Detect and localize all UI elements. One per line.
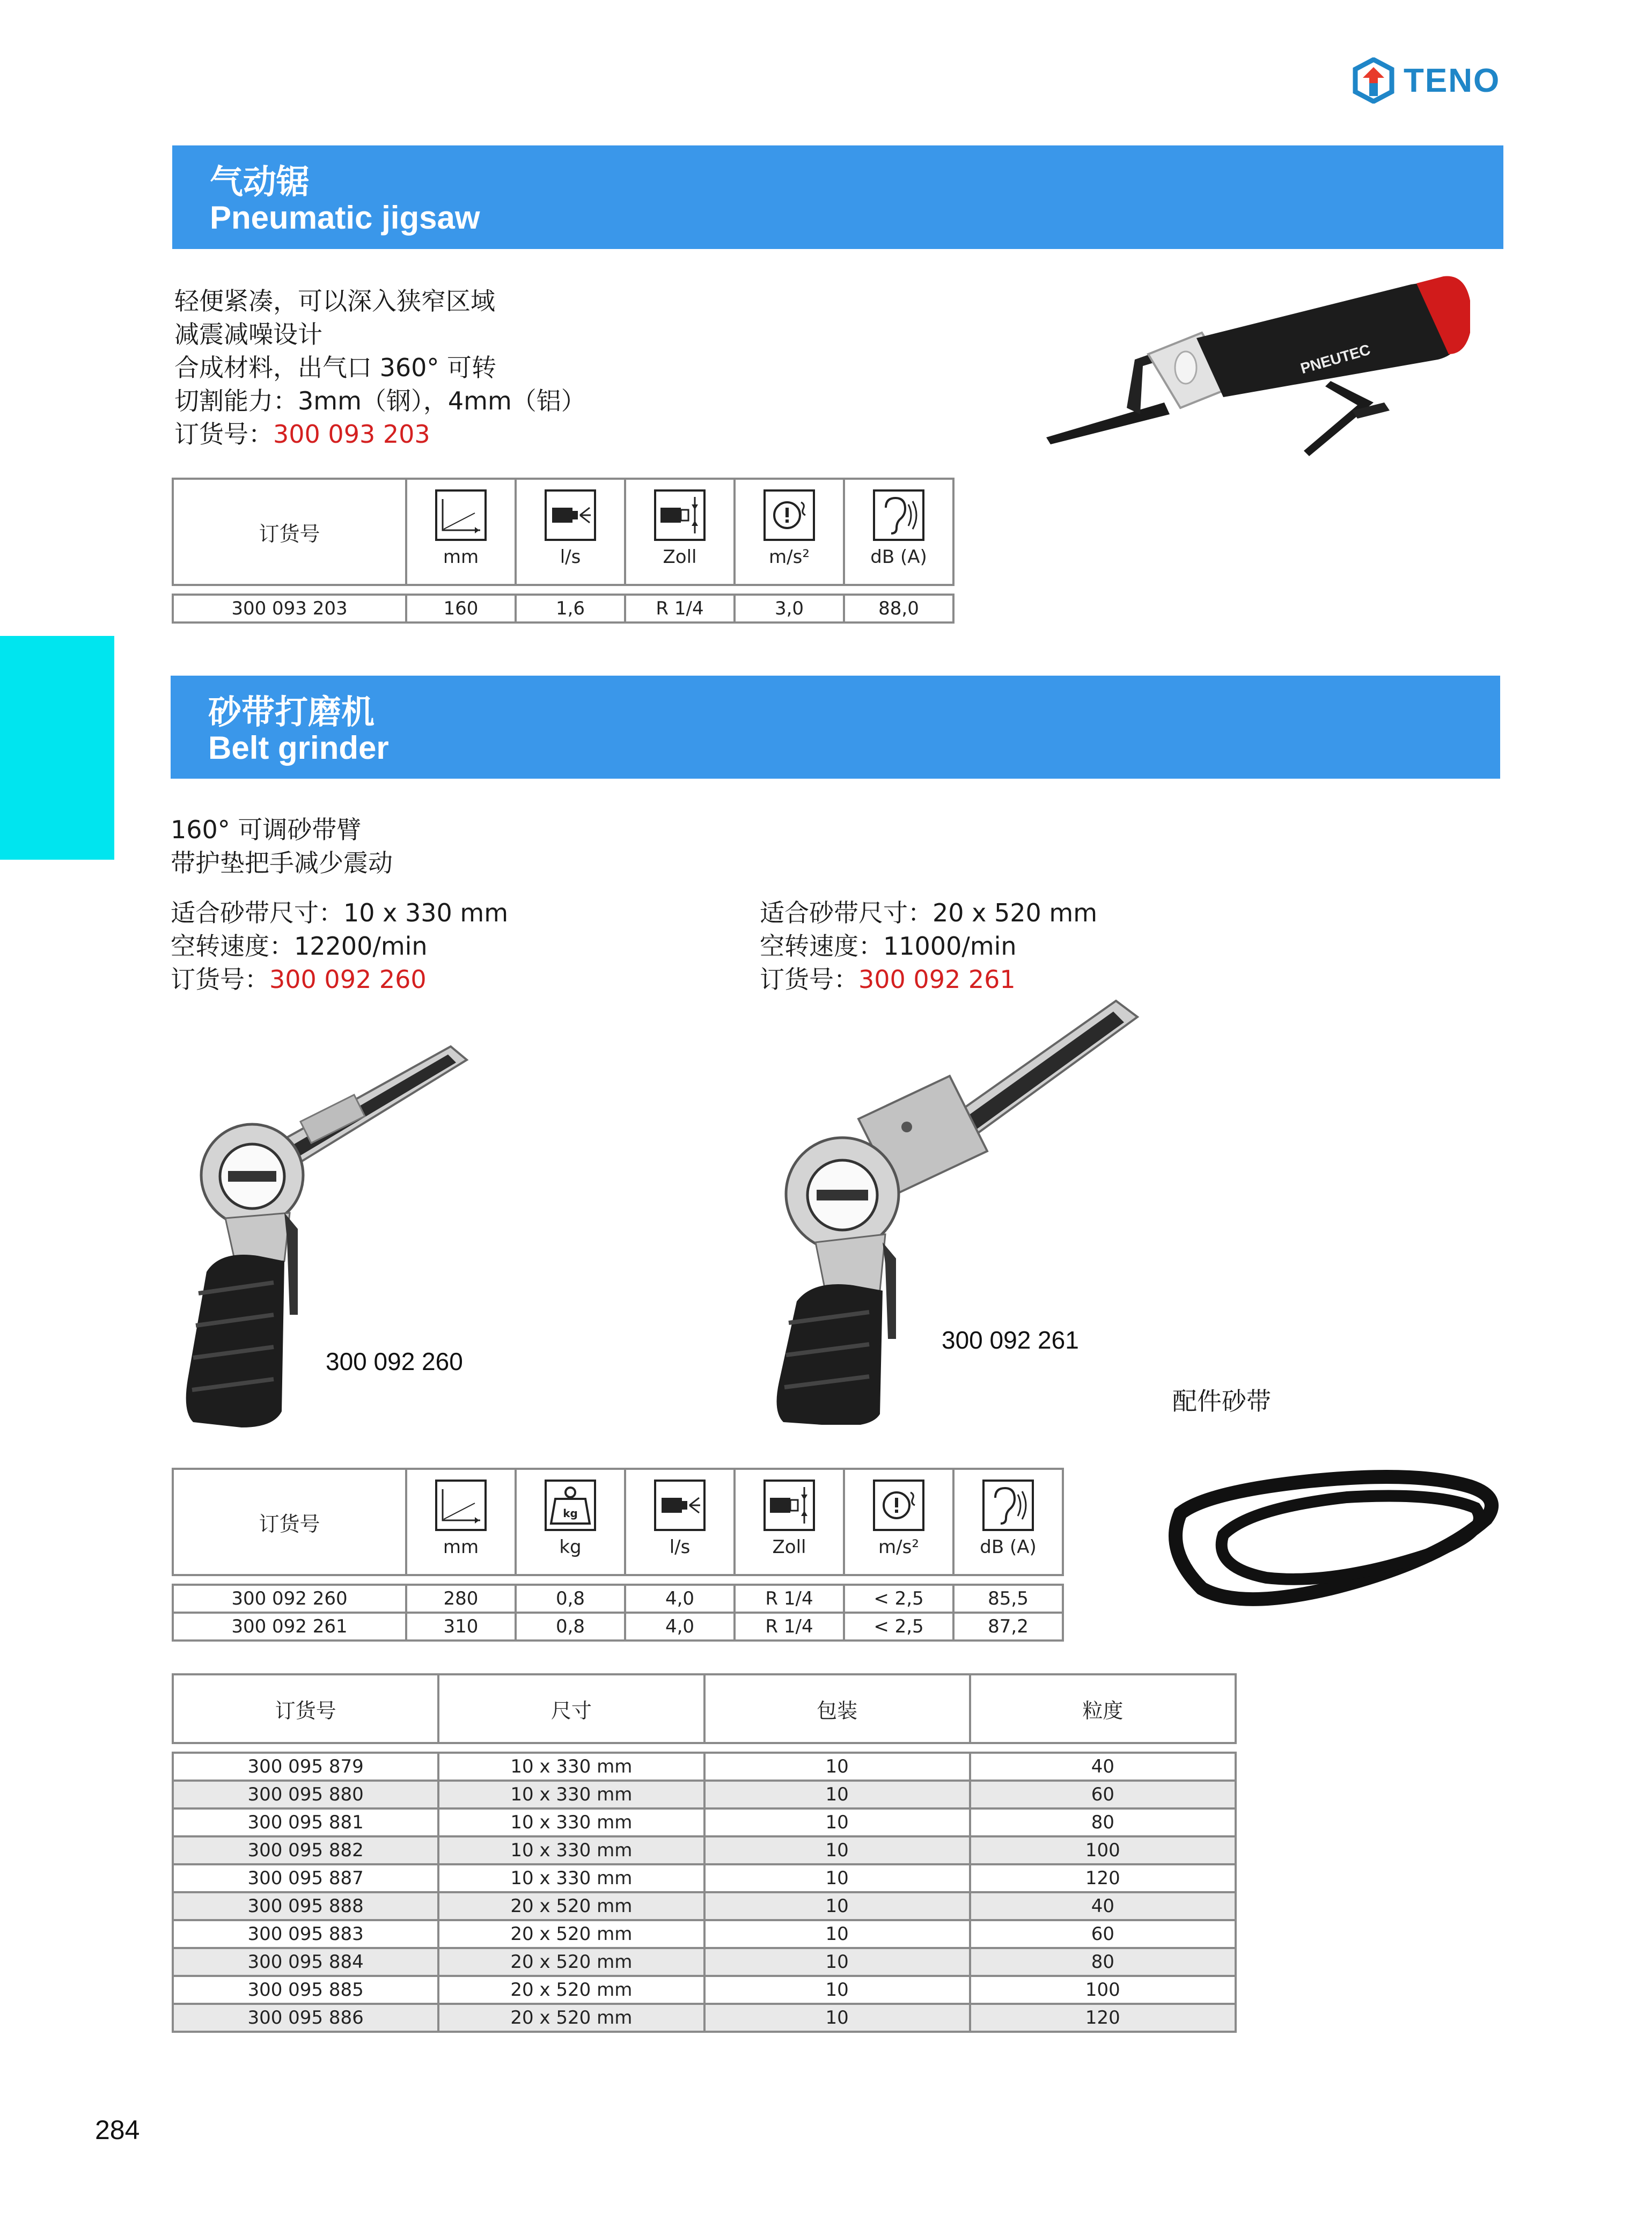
vibration-icon xyxy=(873,1480,924,1531)
value-cell: R 1/4 xyxy=(735,1613,844,1641)
column-header xyxy=(735,1469,844,1575)
speed-label: 空转速度： xyxy=(171,932,294,961)
grit-cell: 40 xyxy=(970,1753,1236,1781)
belt-feature-2: 带护垫把手减少震动 xyxy=(171,848,393,877)
jigsaw-order-line xyxy=(174,418,586,451)
belt-feature-1: 160° 可调砂带臂 xyxy=(171,815,362,844)
sanding-belts-table xyxy=(172,1673,1237,2033)
brand-logo xyxy=(1352,56,1513,105)
table-row xyxy=(173,1976,1236,2004)
belt-title-zh: 砂带打磨机 xyxy=(208,692,375,731)
grit-cell: 40 xyxy=(970,1892,1236,1920)
speed-label: 空转速度： xyxy=(760,932,883,961)
belt-grinder-261-image xyxy=(773,990,1159,1425)
package-cell: 10 xyxy=(704,1781,970,1808)
value-cell: 85,5 xyxy=(953,1585,1063,1613)
value-cell: 4,0 xyxy=(625,1613,735,1641)
belt-description xyxy=(171,813,393,880)
value-cell: 0,8 xyxy=(516,1585,625,1613)
speed-line xyxy=(171,929,508,963)
order-number-header: 订货号 xyxy=(173,1469,406,1575)
order-number-header: 订货号 xyxy=(173,1674,438,1743)
noise-icon xyxy=(982,1480,1034,1531)
value-cell: 310 xyxy=(406,1613,516,1641)
column-header xyxy=(625,1469,735,1575)
table-row xyxy=(173,1948,1236,1976)
order-label: 订货号： xyxy=(760,965,858,994)
table-row xyxy=(173,595,953,623)
order-number-cell: 300 092 261 xyxy=(173,1613,406,1641)
column-header xyxy=(844,479,953,585)
package-cell: 10 xyxy=(704,1892,970,1920)
size-cell: 10 x 330 mm xyxy=(438,1808,704,1836)
table-header-row xyxy=(173,1674,1236,1743)
air-consumption-icon xyxy=(654,1480,706,1531)
belt-size-value: 20 x 520 mm xyxy=(933,898,1098,927)
belt-right-model-spec xyxy=(760,896,1097,996)
jigsaw-feature-4: 切割能力：3mm（钢），4mm（铝） xyxy=(174,386,586,415)
jigsaw-order-number: 300 093 203 xyxy=(273,420,430,449)
value-cell: 88,0 xyxy=(844,595,953,623)
value-cell: R 1/4 xyxy=(735,1585,844,1613)
svg-text:kg: kg xyxy=(563,1507,578,1520)
order-number-cell: 300 095 880 xyxy=(173,1781,438,1808)
order-number-cell: 300 095 887 xyxy=(173,1864,438,1892)
grit-cell: 60 xyxy=(970,1781,1236,1808)
belt-size-label: 适合砂带尺寸： xyxy=(171,898,343,927)
jigsaw-title-zh: 气动锯 xyxy=(210,162,310,201)
package-cell: 10 xyxy=(704,1864,970,1892)
order-number-cell: 300 095 886 xyxy=(173,2004,438,2032)
order-number-cell: 300 095 882 xyxy=(173,1836,438,1864)
column-unit: Zoll xyxy=(663,546,697,568)
table-row xyxy=(173,1781,1236,1808)
column-unit: m/s² xyxy=(878,1536,919,1558)
belt-size-value: 10 x 330 mm xyxy=(343,898,509,927)
order-number-cell: 300 093 203 xyxy=(173,595,406,623)
size-header: 尺寸 xyxy=(438,1674,704,1743)
column-header xyxy=(516,479,625,585)
belt-grinder-banner xyxy=(171,676,1500,779)
column-header xyxy=(844,1469,953,1575)
brand-name: TENO xyxy=(1404,62,1501,99)
jigsaw-feature-3: 合成材料，出气口 360° 可转 xyxy=(174,353,497,382)
table-row xyxy=(173,1753,1236,1781)
column-unit: l/s xyxy=(560,546,581,568)
value-cell: R 1/4 xyxy=(625,595,735,623)
teno-logo-icon xyxy=(1352,57,1395,104)
column-unit: kg xyxy=(559,1536,582,1558)
column-unit: mm xyxy=(443,546,479,568)
package-cell: 10 xyxy=(704,1920,970,1948)
size-cell: 10 x 330 mm xyxy=(438,1753,704,1781)
order-number-cell: 300 095 883 xyxy=(173,1920,438,1948)
order-number-header: 订货号 xyxy=(173,479,406,585)
speed-value: 11000/min xyxy=(883,932,1017,961)
column-header xyxy=(516,1469,625,1575)
order-number-cell: 300 095 888 xyxy=(173,1892,438,1920)
belt-size-line xyxy=(760,896,1097,929)
table-row xyxy=(173,2004,1236,2032)
column-header xyxy=(953,1469,1063,1575)
table-row xyxy=(173,1613,1063,1641)
vibration-icon xyxy=(763,489,815,541)
column-unit: dB (A) xyxy=(980,1536,1037,1558)
value-cell: 280 xyxy=(406,1585,516,1613)
speed-value: 12200/min xyxy=(294,932,428,961)
value-cell: < 2,5 xyxy=(844,1585,953,1613)
order-number-cell: 300 095 884 xyxy=(173,1948,438,1976)
grit-cell: 100 xyxy=(970,1836,1236,1864)
jigsaw-banner xyxy=(172,145,1503,249)
belt-grinder-261-caption: 300 092 261 xyxy=(942,1326,1079,1354)
jigsaw-spec-table xyxy=(172,478,955,624)
column-unit: Zoll xyxy=(772,1536,806,1558)
size-cell: 20 x 520 mm xyxy=(438,1892,704,1920)
page-number: 284 xyxy=(95,2115,140,2145)
value-cell: 3,0 xyxy=(735,595,844,623)
table-header-row xyxy=(173,479,953,585)
package-cell: 10 xyxy=(704,1808,970,1836)
jigsaw-feature-2: 减震减噪设计 xyxy=(174,320,322,349)
grit-cell: 100 xyxy=(970,1976,1236,2004)
air-inlet-icon xyxy=(654,489,706,541)
stroke-length-icon xyxy=(435,1480,487,1531)
column-header xyxy=(406,1469,516,1575)
accessory-belt-image xyxy=(1159,1449,1502,1615)
table-row xyxy=(173,1864,1236,1892)
order-number-cell: 300 095 885 xyxy=(173,1976,438,2004)
belt-size-line xyxy=(171,896,508,929)
size-cell: 10 x 330 mm xyxy=(438,1836,704,1864)
table-row xyxy=(173,1836,1236,1864)
grit-cell: 60 xyxy=(970,1920,1236,1948)
section-side-tab xyxy=(0,636,114,860)
accessory-belt-label: 配件砂带 xyxy=(1172,1387,1271,1416)
grit-cell: 120 xyxy=(970,1864,1236,1892)
value-cell: 0,8 xyxy=(516,1613,625,1641)
belt-title-en: Belt grinder xyxy=(208,730,389,766)
grit-cell: 120 xyxy=(970,2004,1236,2032)
value-cell: 160 xyxy=(406,595,516,623)
package-cell: 10 xyxy=(704,2004,970,2032)
table-header-row xyxy=(173,1469,1063,1575)
belt-size-label: 适合砂带尺寸： xyxy=(760,898,933,927)
belt-grinder-spec-table xyxy=(172,1468,1064,1642)
jigsaw-title-en: Pneumatic jigsaw xyxy=(210,200,480,236)
table-row xyxy=(173,1585,1063,1613)
order-number: 300 092 260 xyxy=(269,965,427,994)
value-cell: 4,0 xyxy=(625,1585,735,1613)
noise-icon xyxy=(873,489,924,541)
package-cell: 10 xyxy=(704,1948,970,1976)
value-cell: 87,2 xyxy=(953,1613,1063,1641)
order-line xyxy=(171,963,508,996)
air-consumption-icon xyxy=(545,489,596,541)
package-cell: 10 xyxy=(704,1836,970,1864)
air-inlet-icon xyxy=(763,1480,815,1531)
jigsaw-feature-1: 轻便紧凑，可以深入狭窄区域 xyxy=(174,287,495,316)
order-label: 订货号： xyxy=(174,420,273,449)
value-cell: 1,6 xyxy=(516,595,625,623)
column-unit: m/s² xyxy=(769,546,810,568)
size-cell: 10 x 330 mm xyxy=(438,1864,704,1892)
package-header: 包装 xyxy=(704,1674,970,1743)
grit-header: 粒度 xyxy=(970,1674,1236,1743)
speed-line xyxy=(760,929,1097,963)
table-row xyxy=(173,1920,1236,1948)
jigsaw-description xyxy=(174,284,586,451)
package-cell: 10 xyxy=(704,1976,970,2004)
size-cell: 10 x 330 mm xyxy=(438,1781,704,1808)
weight-icon xyxy=(545,1480,596,1531)
order-number: 300 092 261 xyxy=(858,965,1016,994)
package-cell: 10 xyxy=(704,1753,970,1781)
column-header xyxy=(625,479,735,585)
size-cell: 20 x 520 mm xyxy=(438,1920,704,1948)
column-header xyxy=(735,479,844,585)
column-unit: dB (A) xyxy=(870,546,927,568)
size-cell: 20 x 520 mm xyxy=(438,1976,704,2004)
grit-cell: 80 xyxy=(970,1808,1236,1836)
value-cell: < 2,5 xyxy=(844,1613,953,1641)
jigsaw-brand-text: PNEUTEC xyxy=(1298,341,1372,377)
size-cell: 20 x 520 mm xyxy=(438,1948,704,1976)
belt-grinder-260-caption: 300 092 260 xyxy=(326,1348,463,1375)
table-row xyxy=(173,1892,1236,1920)
column-header xyxy=(406,479,516,585)
order-number-cell: 300 092 260 xyxy=(173,1585,406,1613)
order-label: 订货号： xyxy=(171,965,269,994)
jigsaw-product-image xyxy=(1041,274,1492,478)
order-number-cell: 300 095 879 xyxy=(173,1753,438,1781)
column-unit: mm xyxy=(443,1536,479,1558)
table-row xyxy=(173,1808,1236,1836)
belt-left-model-spec xyxy=(171,896,508,996)
column-unit: l/s xyxy=(669,1536,691,1558)
order-number-cell: 300 095 881 xyxy=(173,1808,438,1836)
size-cell: 20 x 520 mm xyxy=(438,2004,704,2032)
grit-cell: 80 xyxy=(970,1948,1236,1976)
stroke-length-icon xyxy=(435,489,487,541)
